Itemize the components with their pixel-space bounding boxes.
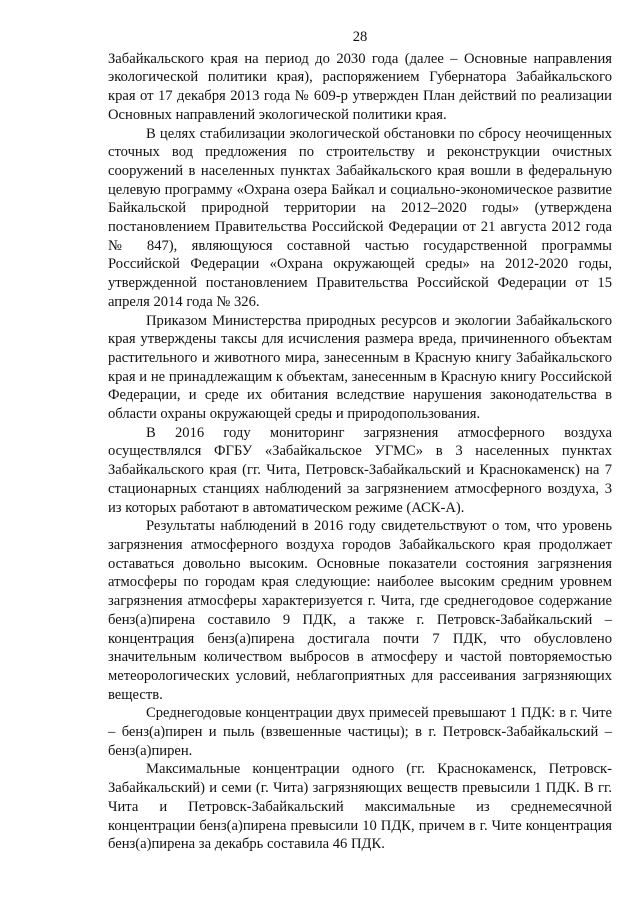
paragraph-annual-concentrations: Среднегодовые концентрации двух примесей превышают 1 ПДК: в г. Чите – бенз(а)пирен и пыль (взвешенные частицы); в г. Петровск-Забайкальский – бенз(а)пирен. <box>108 705 612 759</box>
paragraph-observation-results: Результаты наблюдений в 2016 году свидетельствуют о том, что уровень загрязнения атмосферного воздуха городов Забайкальского края продолжает оставаться довольно высоким. Основные показатели состояния загрязнения атмосферы по городам края следующие: наиболее высоким средним уровнем загрязнения атмосферы характеризуется г. Чита, где среднегодовое содержание бенз(а)пирена составило 9 ПДК, а также г. Петровск-Забайкальский – концентрация бенз(а)пирена достигала почти 7 ПДК, что обусловлено значительным количеством выбросов в атмосферу и частой повторяемостью метеорологических условий, неблагоприятных для рассеивания загрязняющих веществ. <box>108 518 612 703</box>
paragraph-air-monitoring: В 2016 году мониторинг загрязнения атмосферного воздуха осуществлялся ФГБУ «Забайкальское УГМС» в 3 населенных пунктах Забайкальского края (гг. Чита, Петровск-Забайкальский и Краснокаменск) на 7 стационарных станциях наблюдений за загрязнением атмосферного воздуха, 3 из которых работают в автоматическом режиме (АСК-А). <box>108 424 612 516</box>
document-page <box>108 28 612 854</box>
page-number: 28 <box>352 29 368 45</box>
paragraph-wastewater-program: В целях стабилизации экологической обстановки по сбросу неочищенных сточных вод предложения по строительству и реконструкции очистных сооружений в населенных пунктах Забайкальского края вошли в федеральную целевую программу «Охрана озера Байкал и социально-экономическое развитие Байкальской природной территории на 2012–2020 годы» (утверждена постановлением Правительства Российской Федерации от 21 августа 2012 года № 847), являющуюся составной частью государственной программы Российской Федерации «Охрана окружающей среды» на 2012-2020 годы, утвержденной постановлением Правительства Российской Федерации от 15 апреля 2014 года № 326. <box>108 125 612 310</box>
paragraph-maximum-concentrations: Максимальные концентрации одного (гг. Краснокаменск, Петровск-Забайкальский) и семи (г. Чита) загрязняющих веществ превысили 1 ПДК. В гг. Чита и Петровск-Забайкальский максимальные из среднемесячной концентрации бенз(а)пирена превысили 10 ПДК, причем в г. Чите концентрация бенз(а)пирена за декабрь составила 46 ПДК. <box>108 761 612 853</box>
paragraph-red-book-order: Приказом Министерства природных ресурсов и экологии Забайкальского края утверждены таксы для исчисления размера вреда, причиненного объектам растительного и животного мира, занесенным в Красную книгу Забайкальского края и не принадлежащим к объектам, занесенным в Красную книгу Российской Федерации, и среде их обитания вследствие нарушения законодательства в области охраны окружающей среды и природопользования. <box>108 312 612 423</box>
paragraph-continuation: Забайкальского края на период до 2030 года (далее – Основные направления экологической политики края), распоряжением Губернатора Забайкальского края от 17 декабря 2013 года № 609-р утвержден План действий по реализации Основных направлений экологической политики края. <box>108 50 612 123</box>
